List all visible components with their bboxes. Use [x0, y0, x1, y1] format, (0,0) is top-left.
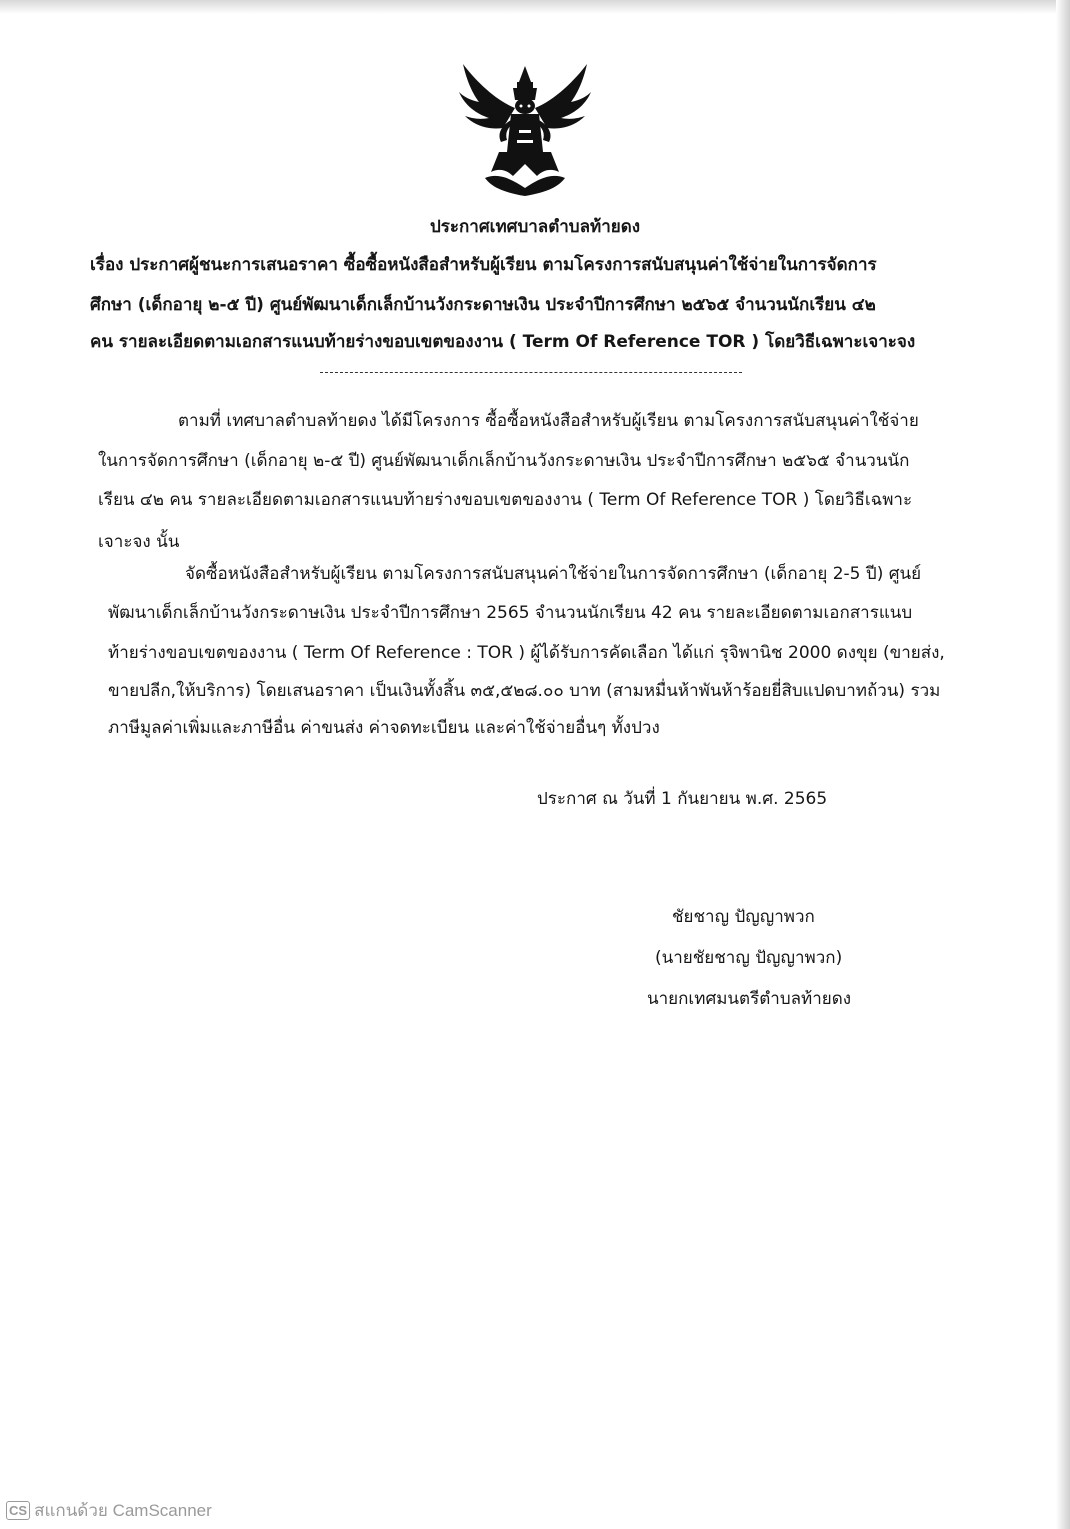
announce-date: ประกาศ ณ วันที่ 1 กันยายน พ.ศ. 2565 — [537, 789, 828, 809]
subject-line-3: คน รายละเอียดตามเอกสารแนบท้ายร่างขอบเขตของงาน ( Term Of Reference TOR ) โดยวิธีเฉพาะเจาะจง — [90, 332, 916, 352]
paragraph1-line-3: เรียน ๔๒ คน รายละเอียดตามเอกสารแนบท้ายร่างขอบเขตของงาน ( Term Of Reference TOR ) โดยวิธีเฉพาะ — [98, 490, 913, 510]
garuda-emblem-icon — [455, 60, 595, 200]
camscanner-logo-icon: CS — [6, 1501, 30, 1520]
paragraph1-line-1: ตามที่ เทศบาลตำบลท้ายดง ได้มีโครงการ ซื้อซื้อหนังสือสำหรับผู้เรียน ตามโครงการสนับสนุนค่าใช้จ่าย — [178, 411, 919, 431]
paragraph1-line-2: ในการจัดการศึกษา (เด็กอายุ ๒-๕ ปี) ศูนย์พัฒนาเด็กเล็กบ้านวังกระดาษเงิน ประจำปีการศึกษา ๒๕๖๕ จำนวนนัก — [98, 451, 910, 471]
scan-edge-top — [0, 0, 1070, 14]
camscanner-watermark — [6, 1497, 212, 1524]
paragraph2-line-2: พัฒนาเด็กเล็กบ้านวังกระดาษเงิน ประจำปีการศึกษา 2565 จำนวนนักเรียน 42 คน รายละเอียดตามเอกสารแนบ — [108, 603, 913, 623]
signature-printed-name: (นายชัยชาญ ปัญญาพวก) — [655, 948, 843, 968]
subject-line-1: เรื่อง ประกาศผู้ชนะการเสนอราคา ซื้อซื้อหนังสือสำหรับผู้เรียน ตามโครงการสนับสนุนค่าใช้จ่ายในการจัดการ — [90, 255, 877, 275]
paragraph2-line-5: ภาษีมูลค่าเพิ่มและภาษีอื่น ค่าขนส่ง ค่าจดทะเบียน และค่าใช้จ่ายอื่นๆ ทั้งปวง — [108, 718, 660, 738]
camscanner-text: สแกนด้วย CamScanner — [34, 1501, 212, 1520]
paragraph2-line-3: ท้ายร่างขอบเขตของงาน ( Term Of Reference : TOR ) ผู้ได้รับการคัดเลือก ได้แก่ รุจิพานิช 2000 ดงขุย (ขายส่ง, — [108, 643, 945, 663]
paragraph2-line-1: จัดซื้อหนังสือสำหรับผู้เรียน ตามโครงการสนับสนุนค่าใช้จ่ายในการจัดการศึกษา (เด็กอายุ 2-5 ปี) ศูนย์ — [185, 564, 922, 584]
signature-position: นายกเทศมนตรีตำบลท้ายดง — [647, 989, 852, 1009]
separator-line — [320, 372, 742, 373]
subject-line-2: ศึกษา (เด็กอายุ ๒-๕ ปี) ศูนย์พัฒนาเด็กเล็กบ้านวังกระดาษเงิน ประจำปีการศึกษา ๒๕๖๕ จำนวนนักเรียน ๔๒ — [90, 295, 876, 315]
paragraph1-line-4: เจาะจง นั้น — [98, 532, 180, 552]
document-heading: ประกาศเทศบาลตำบลท้ายดง — [429, 217, 641, 237]
signature-name: ชัยชาญ ปัญญาพวก — [672, 907, 815, 927]
paragraph2-line-4: ขายปลีก,ให้บริการ) โดยเสนอราคา เป็นเงินทั้งสิ้น ๓๕,๕๒๘.๐๐ บาท (สามหมื่นห้าพันห้าร้อยยี่สิบแปดบาทถ้วน) รวม — [108, 681, 941, 701]
